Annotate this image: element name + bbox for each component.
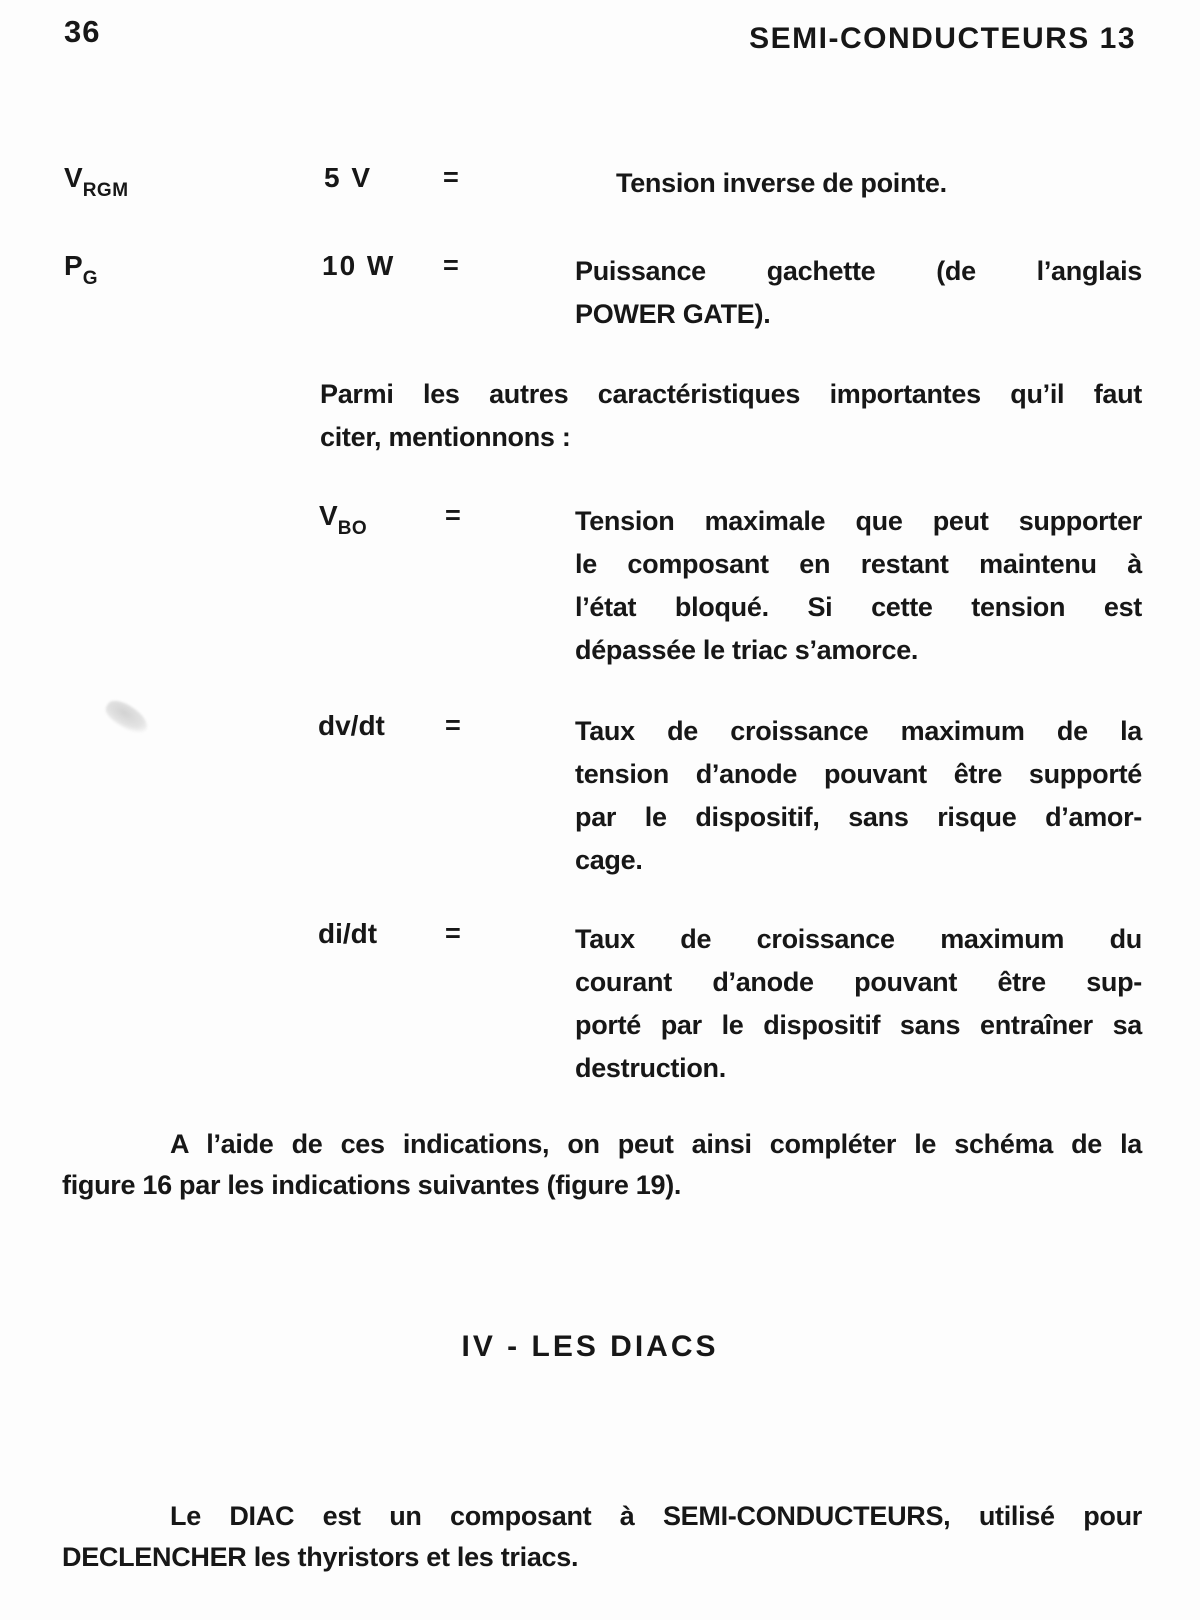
equals-sign: =: [445, 710, 461, 740]
description-line: Taux de croissance maximum de la: [575, 716, 1142, 746]
spec-value: 5 V: [324, 162, 373, 193]
symbol-base: V: [64, 162, 83, 193]
scan-smudge-artifact: [102, 695, 153, 738]
paragraph-line: Parmi les autres caractéristiques importantes qu’il faut: [320, 379, 1142, 409]
description-line: Tension inverse de pointe.: [616, 168, 947, 198]
description-line: dépassée le triac s’amorce.: [575, 635, 919, 665]
symbol-subscript: BO: [337, 518, 368, 539]
spec-description: [616, 162, 1136, 205]
description-line: porté par le dispositif sans entraîner sa: [575, 1010, 1142, 1040]
description-line: le composant en restant maintenu à: [575, 549, 1142, 579]
running-title: SEMI-CONDUCTEURS 13: [749, 22, 1136, 55]
spec-description: [575, 250, 1142, 336]
symbol-base: dv/dt: [318, 710, 385, 741]
page-header: [0, 14, 1200, 60]
paragraph-line: Le DIAC est un composant à SEMI-CONDUCTEURS, utilisé pour: [170, 1501, 1142, 1531]
paragraph-line: figure 16 par les indications suivantes (figure 19).: [62, 1170, 682, 1200]
equals-sign: =: [443, 162, 459, 192]
description-line: courant d’anode pouvant être sup-: [575, 967, 1142, 997]
symbol-vbo: [319, 500, 367, 540]
symbol-base: di/dt: [318, 918, 378, 949]
description-line: POWER GATE).: [575, 299, 771, 329]
paragraph-line: citer, mentionnons :: [320, 422, 571, 452]
description-line: Tension maximale que peut supporter: [575, 506, 1142, 536]
characteristic-description: [575, 500, 1142, 672]
description-line: Puissance gachette (de l’anglais: [575, 256, 1142, 286]
paragraph-line: A l’aide de ces indications, on peut ainsi compléter le schéma de la: [170, 1129, 1142, 1159]
section-heading: IV - LES DIACS: [461, 1330, 719, 1363]
symbol-subscript: G: [82, 268, 98, 289]
symbol-subscript: RGM: [82, 180, 129, 201]
symbol-vrgm: [64, 162, 129, 202]
symbol-pg: [64, 250, 98, 290]
symbol-didt: [318, 918, 377, 950]
description-line: Taux de croissance maximum du: [575, 924, 1142, 954]
symbol-dvdt: [318, 710, 385, 742]
diac-paragraph: [62, 1496, 1142, 1578]
equals-sign: =: [443, 250, 459, 280]
spec-value: 10 W: [322, 250, 396, 281]
symbol-base: V: [319, 500, 338, 531]
characteristic-description: [575, 710, 1142, 882]
intro-paragraph: [320, 373, 1142, 459]
characteristic-description: [575, 918, 1142, 1090]
symbol-base: P: [64, 250, 83, 281]
description-line: tension d’anode pouvant être supporté: [575, 759, 1142, 789]
description-line: cage.: [575, 845, 643, 875]
equals-sign: =: [445, 500, 461, 530]
page-number: 36: [64, 14, 101, 49]
equals-sign: =: [445, 918, 461, 948]
description-line: par le dispositif, sans risque d’amor-: [575, 802, 1142, 832]
paragraph-line: DECLENCHER les thyristors et les triacs.: [62, 1542, 579, 1572]
description-line: destruction.: [575, 1053, 726, 1083]
figure-paragraph: [62, 1124, 1142, 1206]
description-line: l’état bloqué. Si cette tension est: [575, 592, 1142, 622]
